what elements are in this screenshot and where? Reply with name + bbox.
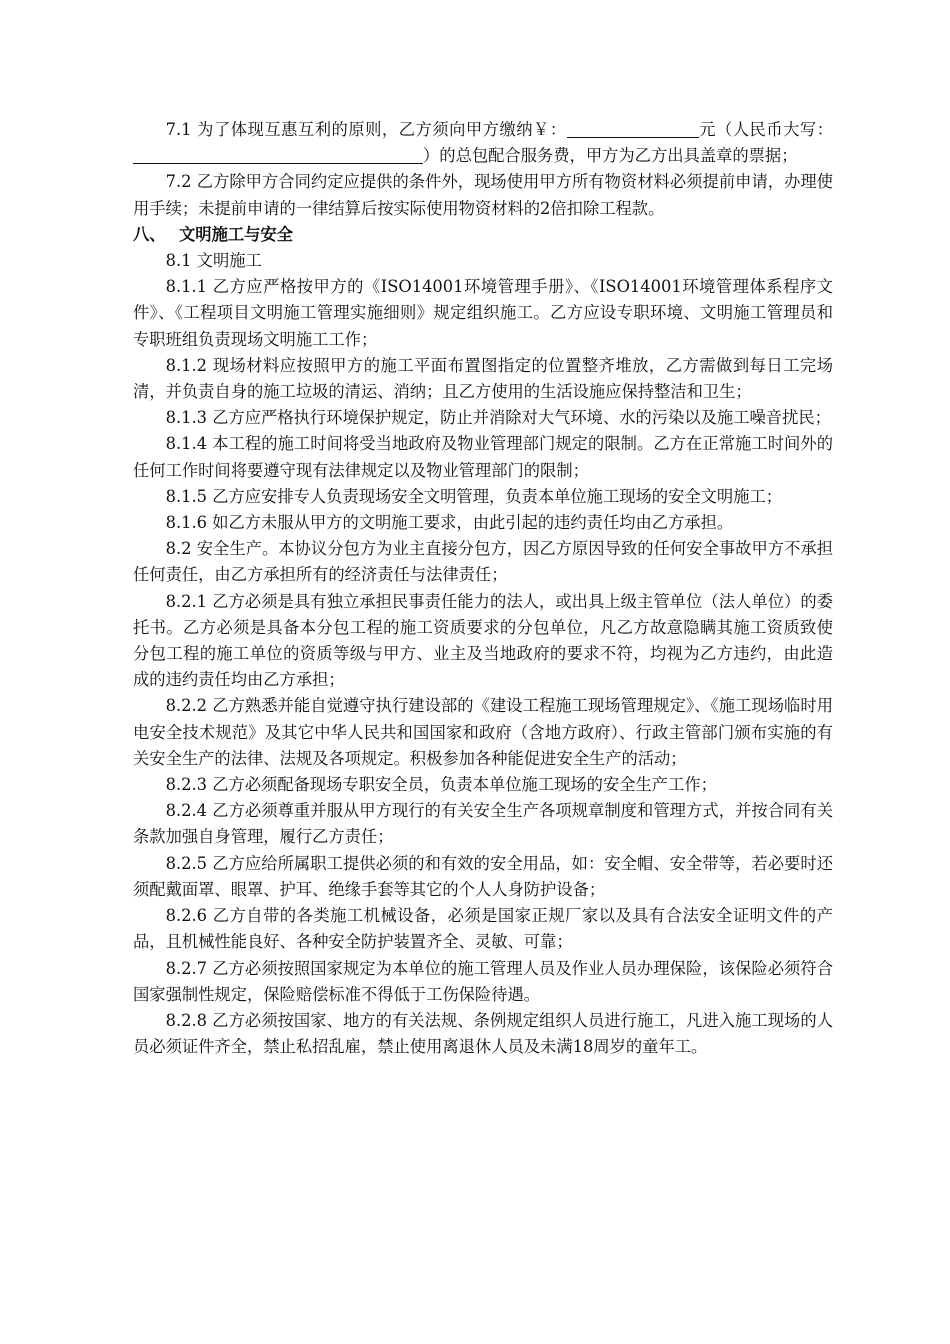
clause-8-2: 8.2 安全生产。本协议分包方为业主直接分包方，因乙方原因导致的任何安全事故甲方不承担任何责任，由乙方承担所有的经济责任与法律责任； [133, 539, 833, 585]
clause-8-1-1: 8.1.1 乙方应严格按甲方的《ISO14001环境管理手册》、《ISO14001环境管理体系程序文件》、《工程项目文明施工管理实施细则》规定组织施工。乙方应设专职环境、文明施工管理员和专职班组负责现场文明施工工作； [133, 277, 833, 349]
clause-8-2-4: 8.2.4 乙方必须尊重并服从甲方现行的有关安全生产各项规章制度和管理方式，并按合同有关条款加强自身管理，履行乙方责任； [133, 801, 833, 847]
clause-8-2-6: 8.2.6 乙方自带的各类施工机械设备，必须是国家正规厂家以及具有合法安全证明文件的产品，且机械性能良好、各种安全防护装置齐全、灵敏、可靠； [133, 906, 833, 952]
clause-8-1-3: 8.1.3 乙方应严格执行环境保护规定，防止并消除对大气环境、水的污染以及施工噪音扰民； [165, 408, 831, 428]
clause-7-1 [133, 117, 833, 169]
amount-words-blank [133, 145, 423, 164]
clause-7-1-text-a: 7.1 为了体现互惠互利的原则，乙方须向甲方缴纳￥： [165, 120, 567, 139]
clause-8-1-5: 8.1.5 乙方应安排专人负责现场安全文明管理，负责本单位施工现场的安全文明施工； [165, 486, 783, 506]
clause-8-2-2: 8.2.2 乙方熟悉并能自觉遵守执行建设部的《建设工程施工现场管理规定》、《施工现场临时用电安全技术规范》及其它中华人民共和国国家和政府（含地方政府）、行政主管部门颁布实施的有关安全生产的法律、法规及各项规定。积极参加各种能促进安全生产的活动； [133, 696, 833, 768]
clause-8-2-5: 8.2.5 乙方应给所属职工提供必须的和有效的安全用品，如：安全帽、安全带等，若必要时还须配戴面罩、眼罩、护耳、绝缘手套等其它的个人人身防护设备； [133, 853, 833, 899]
document-page [133, 117, 833, 1060]
clause-8-2-1: 8.2.1 乙方必须是具有独立承担民事责任能力的法人，或出具上级主管单位（法人单位）的委托书。乙方必须是具备本分包工程的施工资质要求的分包单位，凡乙方故意隐瞒其施工资质致使分包工程的施工单位的资质等级与甲方、业主及当地政府的要求不符，均视为乙方违约，由此造成的违约责任均由乙方承担； [133, 591, 833, 690]
clause-8-1-2: 8.1.2 现场材料应按照甲方的施工平面布置图指定的位置整齐堆放，乙方需做到每日工完场清，并负责自身的施工垃圾的清运、消纳；且乙方使用的生活设施应保持整洁和卫生； [133, 355, 833, 402]
clause-8-1-4: 8.1.4 本工程的施工时间将受当地政府及物业管理部门规定的限制。乙方在正常施工时间外的任何工作时间将要遵守现有法律规定以及物业管理部门的限制； [133, 434, 833, 480]
section-8-title: 文明施工与安全 [179, 224, 293, 244]
clause-7-2: 7.2 乙方除甲方合同约定应提供的条件外，现场使用甲方所有物资材料必须提前申请，办理使用手续；未提前申请的一律结算后按实际使用物资材料的2倍扣除工程款。 [133, 172, 833, 218]
clause-8-1: 8.1 文明施工 [165, 251, 262, 271]
clause-7-1-text-c: ）的总包配合服务费，甲方为乙方出具盖章的票据； [423, 146, 798, 166]
clause-8-2-7: 8.2.7 乙方必须按照国家规定为本单位的施工管理人员及作业人员办理保险，该保险必须符合国家强制性规定，保险赔偿标准不得低于工伤保险待遇。 [133, 958, 833, 1004]
section-8-number: 八、 [133, 224, 166, 244]
clause-8-1-6: 8.1.6 如乙方未服从甲方的文明施工要求，由此引起的违约责任均由乙方承担。 [165, 513, 734, 533]
clause-7-1-text-b: 元（人民币大写： [698, 120, 833, 139]
clause-8-2-8: 8.2.8 乙方必须按国家、地方的有关法规、条例规定组织人员进行施工，凡进入施工现场的人员必须证件齐全，禁止私招乱雇，禁止使用离退休人员及未满18周岁的童年工。 [133, 1010, 833, 1057]
amount-figure-blank [567, 119, 699, 138]
clause-8-2-3: 8.2.3 乙方必须配备现场专职安全员，负责本单位施工现场的安全生产工作； [165, 775, 717, 795]
section-8-heading [133, 222, 833, 248]
